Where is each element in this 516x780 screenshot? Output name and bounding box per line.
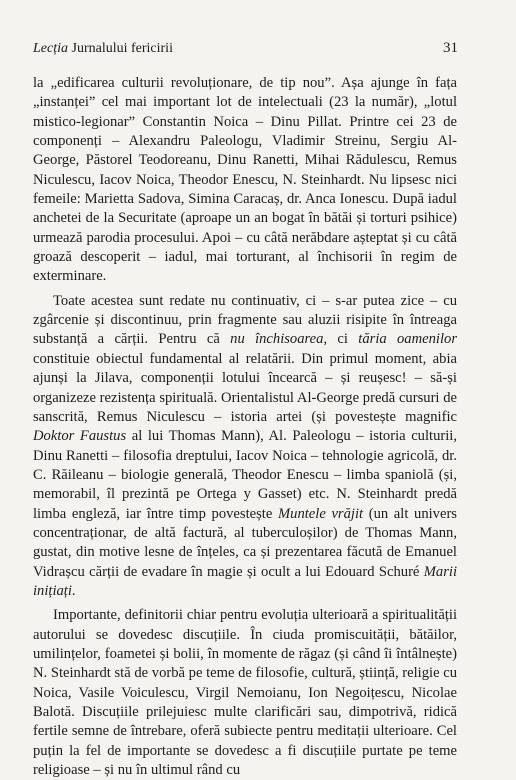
- paragraph: [33, 292, 457, 602]
- paragraph: [33, 606, 457, 780]
- italic-title: Marii inițiați: [33, 563, 457, 599]
- text-segment: (un alt univers concentraționar, de altă factură, al tuberculoșilor) de Thomas Mann, gustat, din motive lesne de înțeles, ca și prezentarea făcută de Emanuel Vidrașcu cărții de evadare în magie și ocult a lui Edouard Schuré: [33, 505, 457, 580]
- text-segment: Toate acestea sunt redate nu continuativ, ci – s-ar putea zice – cu zgârcenie și discontinuu, prin fragmente sau aluzii risipite în întreaga substanță a cărții. Pentru că: [33, 292, 457, 348]
- paragraph: [33, 74, 457, 287]
- text-segment: constituie obiectul fundamental al relatării. Din primul moment, abia ajunși la Jilava, componenții lotului încearcă – și reușesc! – să-și organizeze rezistența spirituală. Orientalistul Al-George predă cursuri de sanscrită, Remus Niculescu – istoria artei (și povestește magnific: [33, 350, 457, 425]
- text-segment: al lui Thomas Mann), Al. Paleologu – istoria culturii, Dinu Ranetti – filosofia dreptului, Iacov Noica – tehnologie agricolă, dr. C. Răileanu – biologie generală, Theodor Enescu – limba spaniolă (și, memorabil, îl prezintă pe Ortega y Gasset) etc. N. Steinhardt predă limba engleză, iar între timp povestește: [33, 428, 457, 522]
- running-title-rest: Jurnalului fericirii: [68, 41, 173, 56]
- text-segment: Importante, definitorii chiar pentru evoluția ulterioară a spiritualității autorului se dovedesc discuțiile. În ciuda promiscuității, bătăilor, umilințelor, foametei și bolii, în momente de răgaz (și când îi întâlnește) N. Steinhardt stă de vorbă pe teme de filosofie, cultură, știință, religie cu Noica, Vasile Voiculescu, Virgil Nemoianu, Ion Negoițescu, Nicolae Balotă. Discuțiile prilejuiesc multe clarificări sau, dimpotrivă, ridică fertile semne de întrebare, oferă subiecte pentru meditații ulterioare. Cel puțin la fel de importante se dovedesc a fi discuțiile purtate pe teme religioase – și nu în ultimul rând cu: [33, 607, 457, 779]
- italic-title: nu închisoarea: [230, 331, 324, 348]
- text-segment: , ci: [323, 331, 359, 348]
- page-number: 31: [443, 40, 458, 56]
- body-text: [33, 74, 457, 780]
- text-segment: la „edificarea culturii revoluționare, de tip nou”. Așa ajunge în fața „instanței” cel mai important lot de intelectuali (23 la număr), „lotul mistico-legionar” Constantin Noica – Dinu Pillat. Printre cei 23 de componenți – Alexandru Paleologu, Vladimir Streinu, Sergiu Al-George, Păstorel Teodoreanu, Dinu Ranetti, Mihai Rădulescu, Remus Niculescu, Iacov Noica, Theodor Enescu, N. Steinhardt. Nu lipsesc nici femeile: Marietta Sadova, Simina Caracaș, dr. Anca Ionescu. După iadul anchetei de la Securitate (aproape un an bogat în bătăi și torturi psihice) urmează parodia procesului. Apoi – cu câtă nerăbdare așteptat și cu câtă groază descoperit – iadul, mai torturant, al închisorii în regim de exterminare.: [33, 75, 457, 285]
- italic-title: Doktor Faustus: [33, 428, 127, 445]
- italic-title: Muntele vrăjit: [277, 505, 364, 522]
- page-header: [33, 40, 458, 57]
- italic-title: tăria oamenilor: [358, 331, 458, 348]
- text-segment: .: [71, 582, 76, 599]
- running-title: [33, 41, 173, 57]
- running-title-italic: Lecția: [33, 41, 68, 56]
